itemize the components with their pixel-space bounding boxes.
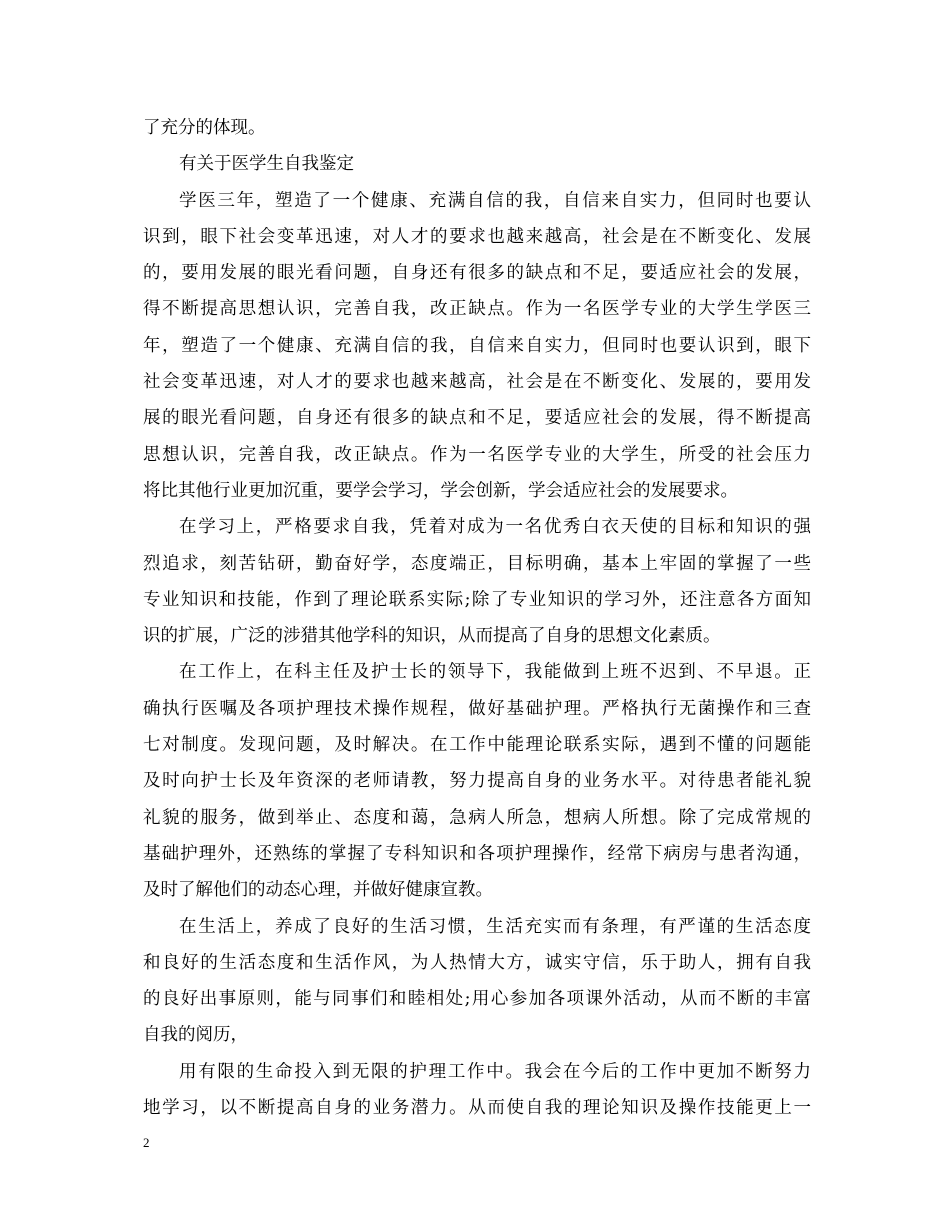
text-line: 基础护理外，还熟练的掌握了专科知识和各项护理操作，经常下病房与患者沟通， [143, 843, 811, 864]
text-line: 展的眼光看问题，自身还有很多的缺点和不足，要适应社会的发展，得不断提高 [143, 408, 811, 429]
text-line: 思想认识，完善自我，改正缺点。作为一名医学专业的大学生，所受的社会压力 [143, 444, 811, 465]
text-line: 和良好的生活态度和生活作风，为人热情大方，诚实守信，乐于助人，拥有自我 [143, 952, 811, 973]
text-line: 了充分的体现。 [143, 118, 266, 138]
text-line: 学医三年，塑造了一个健康、充满自信的我，自信来自实力，但同时也要认 [179, 190, 811, 211]
text-line: 社会变革迅速，对人才的要求也越来越高，社会是在不断变化、发展的，要用发 [143, 372, 811, 393]
text-line: 礼貌的服务，做到举止、态度和蔼，急病人所急，想病人所想。除了完成常规的 [143, 807, 811, 828]
text-line: 的良好出事原则，能与同事们和睦相处;用心参加各项课外活动，从而不断的丰富 [143, 989, 811, 1010]
text-line: 年，塑造了一个健康、充满自信的我，自信来自实力，但同时也要认识到，眼下 [143, 335, 811, 356]
text-line: 地学习，以不断提高自身的业务潜力。从而使自我的理论知识及操作技能更上一 [143, 1098, 811, 1119]
text-line: 将比其他行业更加沉重，要学会学习，学会创新，学会适应社会的发展要求。 [143, 480, 738, 501]
text-line: 在工作上，在科主任及护士长的领导下，我能做到上班不迟到、不早退。正 [179, 662, 811, 683]
text-line: 识的扩展，广泛的涉猎其他学科的知识，从而提高了自身的思想文化素质。 [143, 626, 721, 647]
text-line: 七对制度。发现问题，及时解决。在工作中能理论联系实际，遇到不懂的问题能 [143, 735, 811, 756]
text-line: 专业知识和技能，作到了理论联系实际;除了专业知识的学习外，还注意各方面知 [143, 589, 811, 610]
page-number: 2 [143, 1135, 150, 1150]
text-line: 及时了解他们的动态心理，并做好健康宣教。 [143, 880, 493, 901]
section-heading: 有关于医学生自我鉴定 [179, 154, 354, 175]
text-line: 得不断提高思想认识，完善自我，改正缺点。作为一名医学专业的大学生学医三 [143, 299, 811, 320]
text-line: 在学习上，严格要求自我，凭着对成为一名优秀白衣天使的目标和知识的强 [179, 517, 811, 538]
text-line: 确执行医嘱及各项护理技术操作规程，做好基础护理。严格执行无菌操作和三查 [143, 698, 811, 719]
text-line: 自我的阅历， [143, 1025, 248, 1046]
body-text [143, 110, 811, 1126]
text-line: 及时向护士长及年资深的老师请教，努力提高自身的业务水平。对待患者能礼貌 [143, 771, 811, 792]
text-line: 在生活上，养成了良好的生活习惯，生活充实而有条理，有严谨的生活态度 [179, 916, 811, 937]
text-line: 用有限的生命投入到无限的护理工作中。我会在今后的工作中更加不断努力 [179, 1061, 811, 1082]
text-line: 烈追求，刻苦钻研，勤奋好学，态度端正，目标明确，基本上牢固的掌握了一些 [143, 553, 811, 574]
text-line: 的，要用发展的眼光看问题，自身还有很多的缺点和不足，要适应社会的发展， [143, 263, 811, 284]
text-line: 识到，眼下社会变革迅速，对人才的要求也越来越高，社会是在不断变化、发展 [143, 226, 811, 247]
